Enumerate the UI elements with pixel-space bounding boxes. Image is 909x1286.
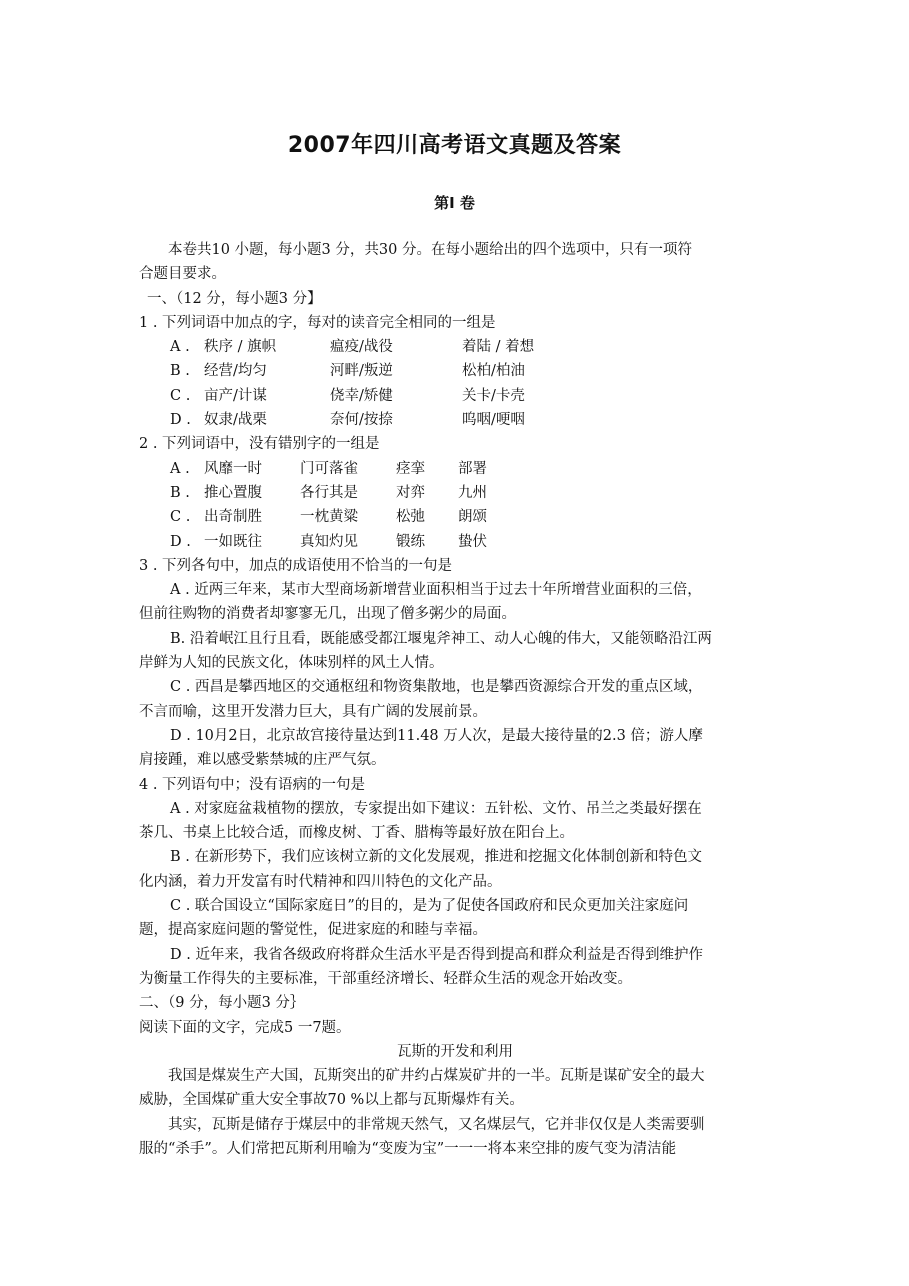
option-line: 题，提高家庭问题的警觉性，促进家庭的和睦与幸福。 xyxy=(139,922,487,939)
option-letter: B . xyxy=(170,484,190,501)
article-line: 其实，瓦斯是储存于煤层中的非常规天然气，又名煤层气，它并非仅仅是人类需要驯 xyxy=(168,1116,705,1133)
answer-option xyxy=(139,505,771,529)
question-stem: 3 . 下列各句中，加点的成语使用不恰当的一句是 xyxy=(139,557,453,574)
question-stem: 4 . 下列语句中；没有语病的一句是 xyxy=(139,776,366,793)
option-letter: D . xyxy=(170,533,191,550)
option-item: 部署 xyxy=(458,460,487,477)
intro-line: 本卷共10 小题，每小题3 分，共30 分。在每小题给出的四个选项中，只有一项符 xyxy=(168,242,692,258)
article-line: 威胁，全国煤矿重大安全事故70 %以上都与瓦斯爆炸有关。 xyxy=(139,1092,524,1109)
option-line: C . 联合国设立“国际家庭日”的目的，是为了促使各国政府和民众更加关注家庭问 xyxy=(170,898,689,915)
option-item: 真知灼见 xyxy=(300,533,358,550)
section-heading: 二、（9 分，每小题3 分｝ xyxy=(139,995,305,1012)
option-item: 各行其是 xyxy=(300,484,358,501)
option-item: 锻练 xyxy=(396,533,425,550)
option-item: 关卡/卡壳 xyxy=(462,387,525,404)
option-item: 侥幸/矫健 xyxy=(330,387,393,404)
option-line: 岸鲜为人知的民族文化，体味别样的风土人情。 xyxy=(139,655,444,672)
question-stem: 2 . 下列词语中，没有错别字的一组是 xyxy=(139,436,380,453)
section-heading: 一、（12 分，每小题3 分】 xyxy=(147,290,322,307)
option-line: D . 10月2日，北京故宫接待量达到11.48 万人次，是最大接待量的2.3 倍；游人摩 xyxy=(170,727,703,744)
option-item: 门可落雀 xyxy=(300,460,358,477)
option-item: 松弛 xyxy=(396,509,425,526)
answer-option xyxy=(139,359,771,383)
option-line: A . 近两三年来，某市大型商场新增营业面积相当于过去十年所增营业面积的三倍， xyxy=(170,582,702,599)
answer-option xyxy=(139,384,771,408)
option-item: 对弈 xyxy=(396,484,425,501)
option-item: 松柏/柏油 xyxy=(462,363,525,380)
option-line: A . 对家庭盆栽植物的摆放，专家提出如下建议：五针松、文竹、吊兰之类最好摆在 xyxy=(170,800,702,817)
option-item: 一如既往 xyxy=(204,533,262,550)
answer-option xyxy=(139,335,771,359)
option-line: 化内涵，着力开发富有时代精神和四川特色的文化产品。 xyxy=(139,873,502,890)
option-item: 瘟疫/战役 xyxy=(330,339,393,356)
option-letter: C . xyxy=(170,387,191,404)
option-item: 风靡一时 xyxy=(204,460,262,477)
option-item: 亩产/计谋 xyxy=(204,387,267,404)
option-item: 九州 xyxy=(458,484,487,501)
article-line: 服的“杀手”。人们常把瓦斯利用喻为“变废为宝”一一一将本来空排的废气变为清洁能 xyxy=(139,1140,677,1157)
option-item: 呜咽/哽咽 xyxy=(462,412,525,429)
option-item: 一枕黄粱 xyxy=(300,509,358,526)
option-item: 河畔/叛逆 xyxy=(330,363,393,380)
volume-heading: 第I 卷 xyxy=(434,194,475,212)
option-line: B. 沿着岷江且行且看，既能感受都江堰鬼斧神工、动人心魄的伟大，又能领略沿江两 xyxy=(170,630,712,647)
option-item: 奈何/按捺 xyxy=(330,412,393,429)
answer-option xyxy=(139,408,771,432)
option-letter: B . xyxy=(170,363,190,380)
page-title: 2007年四川高考语文真题及答案 xyxy=(287,133,622,158)
option-item: 秩序 / 旗帜 xyxy=(204,339,277,356)
option-line: B . 在新形势下，我们应该树立新的文化发展观，推进和挖掘文化体制创新和特色文 xyxy=(170,849,702,866)
answer-option xyxy=(139,457,771,481)
intro-line: 合题目要求。 xyxy=(139,266,226,283)
option-item: 出奇制胜 xyxy=(204,509,262,526)
option-item: 着陆 / 着想 xyxy=(462,339,535,356)
option-letter: D . xyxy=(170,412,191,429)
option-item: 推心置腹 xyxy=(204,484,262,501)
option-line: D . 近年来，我省各级政府将群众生活水平是否得到提高和群众利益是否得到维护作 xyxy=(170,946,703,963)
option-line: 为衡量工作得失的主要标准，干部重经济增长、轻群众生活的观念开始改变。 xyxy=(139,970,632,987)
option-item: 经营/均匀 xyxy=(204,363,267,380)
option-item: 蛰伏 xyxy=(458,533,487,550)
option-letter: C . xyxy=(170,509,191,526)
option-letter: A . xyxy=(170,339,190,356)
option-item: 朗颂 xyxy=(458,509,487,526)
option-letter: A . xyxy=(170,460,190,477)
question-stem: 1 . 下列词语中加点的字，每对的读音完全相同的一组是 xyxy=(139,314,496,331)
article-title: 瓦斯的开发和利用 xyxy=(397,1043,513,1060)
option-line: 但前往购物的消费者却寥寥无几，出现了僧多粥少的局面。 xyxy=(139,606,516,623)
answer-option xyxy=(139,530,771,554)
option-line: 茶几、书桌上比较合适，而橡皮树、丁香、腊梅等最好放在阳台上。 xyxy=(139,825,574,842)
option-item: 奴隶/战栗 xyxy=(204,412,267,429)
answer-option xyxy=(139,481,771,505)
document-body xyxy=(139,238,771,1161)
option-line: 肩接踵，难以感受紫禁城的庄严气氛。 xyxy=(139,752,386,769)
reading-instruction: 阅读下面的文字，完成5 一7题。 xyxy=(139,1019,351,1036)
option-line: C . 西昌是攀西地区的交通枢纽和物资集散地，也是攀西资源综合开发的重点区域， xyxy=(170,679,703,696)
article-line: 我国是煤炭生产大国，瓦斯突出的矿井约占煤炭矿井的一半。瓦斯是谋矿安全的最大 xyxy=(168,1068,705,1085)
option-item: 痉挛 xyxy=(396,460,425,477)
option-line: 不言而喻，这里开发潜力巨大，具有广阔的发展前景。 xyxy=(139,703,487,720)
